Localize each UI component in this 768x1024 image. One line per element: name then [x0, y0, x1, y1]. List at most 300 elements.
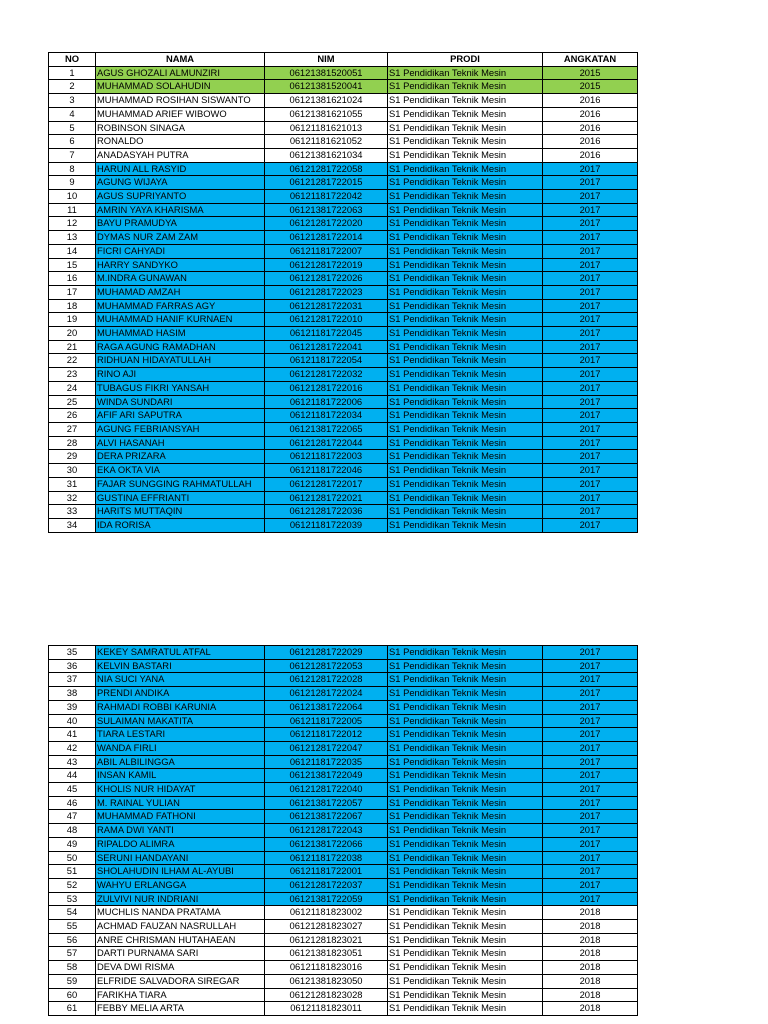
- cell-prodi: S1 Pendidikan Teknik Mesin: [388, 422, 543, 436]
- table-row: [49, 395, 638, 409]
- cell-prodi: S1 Pendidikan Teknik Mesin: [388, 659, 543, 673]
- cell-no: 30: [49, 464, 96, 478]
- cell-no: 34: [49, 518, 96, 532]
- cell-angkatan: 2017: [543, 491, 638, 505]
- cell-nim: 06121281722014: [265, 231, 388, 245]
- cell-nama: KELVIN BASTARI: [96, 659, 265, 673]
- cell-prodi: S1 Pendidikan Teknik Mesin: [388, 409, 543, 423]
- cell-angkatan: 2017: [543, 728, 638, 742]
- cell-nama: MUHAMMAD FARRAS AGY: [96, 299, 265, 313]
- cell-no: 33: [49, 505, 96, 519]
- cell-angkatan: 2018: [543, 947, 638, 961]
- table-row: [49, 176, 638, 190]
- cell-nama: RIPALDO ALIMRA: [96, 837, 265, 851]
- cell-prodi: S1 Pendidikan Teknik Mesin: [388, 769, 543, 783]
- cell-nim: 06121181722039: [265, 518, 388, 532]
- cell-nim: 06121281722016: [265, 381, 388, 395]
- table-row: [49, 505, 638, 519]
- table-row: [49, 422, 638, 436]
- cell-prodi: S1 Pendidikan Teknik Mesin: [388, 217, 543, 231]
- cell-prodi: S1 Pendidikan Teknik Mesin: [388, 66, 543, 80]
- table-row: [49, 162, 638, 176]
- cell-nama: MUCHLIS NANDA PRATAMA: [96, 906, 265, 920]
- cell-nim: 06121281722017: [265, 477, 388, 491]
- cell-nim: 06121281722032: [265, 368, 388, 382]
- cell-angkatan: 2018: [543, 961, 638, 975]
- cell-angkatan: 2017: [543, 518, 638, 532]
- cell-nim: 06121281722020: [265, 217, 388, 231]
- cell-nim: 06121281722019: [265, 258, 388, 272]
- cell-nim: 06121281722058: [265, 162, 388, 176]
- cell-nama: AGUS GHOZALI ALMUNZIRI: [96, 66, 265, 80]
- student-table-top: [48, 52, 638, 533]
- cell-prodi: S1 Pendidikan Teknik Mesin: [388, 135, 543, 149]
- cell-nim: 06121281722028: [265, 673, 388, 687]
- cell-prodi: S1 Pendidikan Teknik Mesin: [388, 728, 543, 742]
- cell-prodi: S1 Pendidikan Teknik Mesin: [388, 700, 543, 714]
- table-row: [49, 368, 638, 382]
- cell-no: 41: [49, 728, 96, 742]
- cell-angkatan: 2017: [543, 285, 638, 299]
- cell-prodi: S1 Pendidikan Teknik Mesin: [388, 381, 543, 395]
- cell-angkatan: 2017: [543, 190, 638, 204]
- cell-nim: 06121381520041: [265, 80, 388, 94]
- cell-angkatan: 2017: [543, 505, 638, 519]
- table-row: [49, 340, 638, 354]
- cell-no: 57: [49, 947, 96, 961]
- cell-nim: 06121381722064: [265, 700, 388, 714]
- cell-angkatan: 2017: [543, 796, 638, 810]
- cell-angkatan: 2018: [543, 974, 638, 988]
- cell-prodi: S1 Pendidikan Teknik Mesin: [388, 687, 543, 701]
- cell-angkatan: 2017: [543, 464, 638, 478]
- cell-no: 36: [49, 659, 96, 673]
- student-table-bottom: [48, 645, 638, 1016]
- cell-angkatan: 2017: [543, 865, 638, 879]
- cell-angkatan: 2017: [543, 244, 638, 258]
- cell-prodi: S1 Pendidikan Teknik Mesin: [388, 258, 543, 272]
- cell-prodi: S1 Pendidikan Teknik Mesin: [388, 824, 543, 838]
- cell-nama: DYMAS NUR ZAM ZAM: [96, 231, 265, 245]
- table-row: [49, 80, 638, 94]
- cell-angkatan: 2017: [543, 755, 638, 769]
- cell-no: 29: [49, 450, 96, 464]
- table-row: [49, 824, 638, 838]
- cell-nim: 06121281823027: [265, 920, 388, 934]
- table-row: [49, 203, 638, 217]
- cell-nim: 06121181621013: [265, 121, 388, 135]
- cell-angkatan: 2018: [543, 988, 638, 1002]
- cell-nama: AGUNG WIJAYA: [96, 176, 265, 190]
- cell-nama: AGUS SUPRIYANTO: [96, 190, 265, 204]
- cell-nama: ACHMAD FAUZAN NASRULLAH: [96, 920, 265, 934]
- table-row: [49, 687, 638, 701]
- cell-no: 55: [49, 920, 96, 934]
- cell-nim: 06121181722005: [265, 714, 388, 728]
- cell-nim: 06121281722037: [265, 878, 388, 892]
- cell-no: 58: [49, 961, 96, 975]
- cell-prodi: S1 Pendidikan Teknik Mesin: [388, 810, 543, 824]
- cell-prodi: S1 Pendidikan Teknik Mesin: [388, 920, 543, 934]
- cell-nim: 06121381722063: [265, 203, 388, 217]
- cell-prodi: S1 Pendidikan Teknik Mesin: [388, 354, 543, 368]
- cell-nim: 06121281722015: [265, 176, 388, 190]
- table-body-top: [49, 66, 638, 532]
- cell-nama: WINDA SUNDARI: [96, 395, 265, 409]
- cell-angkatan: 2016: [543, 107, 638, 121]
- cell-angkatan: 2017: [543, 878, 638, 892]
- cell-nama: RAMA DWI YANTI: [96, 824, 265, 838]
- cell-angkatan: 2017: [543, 783, 638, 797]
- header-nim: NIM: [265, 53, 388, 67]
- table-row: [49, 1002, 638, 1016]
- cell-prodi: S1 Pendidikan Teknik Mesin: [388, 244, 543, 258]
- cell-no: 42: [49, 741, 96, 755]
- cell-no: 48: [49, 824, 96, 838]
- cell-nim: 06121181823002: [265, 906, 388, 920]
- table-row: [49, 933, 638, 947]
- cell-angkatan: 2017: [543, 272, 638, 286]
- cell-angkatan: 2017: [543, 741, 638, 755]
- table-row: [49, 354, 638, 368]
- page-cutoff: [0, 1018, 768, 1024]
- cell-prodi: S1 Pendidikan Teknik Mesin: [388, 755, 543, 769]
- cell-nim: 06121281722043: [265, 824, 388, 838]
- cell-angkatan: 2016: [543, 121, 638, 135]
- cell-angkatan: 2017: [543, 673, 638, 687]
- cell-prodi: S1 Pendidikan Teknik Mesin: [388, 961, 543, 975]
- cell-nama: SULAIMAN MAKATITA: [96, 714, 265, 728]
- table-row: [49, 878, 638, 892]
- table-row: [49, 450, 638, 464]
- cell-nama: FARIKHA TIARA: [96, 988, 265, 1002]
- cell-no: 13: [49, 231, 96, 245]
- cell-no: 27: [49, 422, 96, 436]
- table-row: [49, 988, 638, 1002]
- cell-nim: 06121281722053: [265, 659, 388, 673]
- cell-angkatan: 2017: [543, 700, 638, 714]
- cell-nama: GUSTINA EFFRIANTI: [96, 491, 265, 505]
- cell-angkatan: 2017: [543, 687, 638, 701]
- cell-angkatan: 2017: [543, 659, 638, 673]
- cell-nama: MUHAMMAD SOLAHUDIN: [96, 80, 265, 94]
- cell-nama: RONALDO: [96, 135, 265, 149]
- table-row: [49, 135, 638, 149]
- cell-prodi: S1 Pendidikan Teknik Mesin: [388, 947, 543, 961]
- cell-nama: HARUN ALL RASYID: [96, 162, 265, 176]
- table-row: [49, 313, 638, 327]
- cell-nim: 06121181823011: [265, 1002, 388, 1016]
- cell-nama: KHOLIS NUR HIDAYAT: [96, 783, 265, 797]
- cell-nim: 06121181722042: [265, 190, 388, 204]
- cell-nama: KEKEY SAMRATUL ATFAL: [96, 646, 265, 660]
- table-row: [49, 518, 638, 532]
- table-row: [49, 107, 638, 121]
- cell-nim: 06121381520051: [265, 66, 388, 80]
- cell-prodi: S1 Pendidikan Teknik Mesin: [388, 121, 543, 135]
- cell-nama: ROBINSON SINAGA: [96, 121, 265, 135]
- cell-angkatan: 2016: [543, 135, 638, 149]
- cell-nama: DERA PRIZARA: [96, 450, 265, 464]
- cell-no: 10: [49, 190, 96, 204]
- cell-prodi: S1 Pendidikan Teknik Mesin: [388, 313, 543, 327]
- table-row: [49, 796, 638, 810]
- cell-no: 3: [49, 94, 96, 108]
- cell-nama: AFIF ARI SAPUTRA: [96, 409, 265, 423]
- cell-nama: WANDA FIRLI: [96, 741, 265, 755]
- header-angkatan: ANGKATAN: [543, 53, 638, 67]
- cell-no: 38: [49, 687, 96, 701]
- cell-nim: 06121181722006: [265, 395, 388, 409]
- cell-angkatan: 2017: [543, 162, 638, 176]
- table-row: [49, 190, 638, 204]
- cell-nim: 06121281722010: [265, 313, 388, 327]
- cell-nim: 06121181722035: [265, 755, 388, 769]
- cell-prodi: S1 Pendidikan Teknik Mesin: [388, 94, 543, 108]
- cell-no: 6: [49, 135, 96, 149]
- cell-nama: SERUNI HANDAYANI: [96, 851, 265, 865]
- cell-no: 46: [49, 796, 96, 810]
- cell-nim: 06121181722054: [265, 354, 388, 368]
- cell-nim: 06121281722024: [265, 687, 388, 701]
- cell-nim: 06121281722047: [265, 741, 388, 755]
- table-row: [49, 217, 638, 231]
- cell-nim: 06121281722021: [265, 491, 388, 505]
- cell-no: 59: [49, 974, 96, 988]
- table-row: [49, 961, 638, 975]
- cell-prodi: S1 Pendidikan Teknik Mesin: [388, 974, 543, 988]
- table-row: [49, 700, 638, 714]
- cell-prodi: S1 Pendidikan Teknik Mesin: [388, 107, 543, 121]
- cell-no: 25: [49, 395, 96, 409]
- table-row: [49, 728, 638, 742]
- cell-nama: DARTI PURNAMA SARI: [96, 947, 265, 961]
- cell-angkatan: 2017: [543, 313, 638, 327]
- cell-angkatan: 2017: [543, 381, 638, 395]
- cell-angkatan: 2017: [543, 436, 638, 450]
- cell-nim: 06121381722067: [265, 810, 388, 824]
- cell-prodi: S1 Pendidikan Teknik Mesin: [388, 491, 543, 505]
- cell-no: 35: [49, 646, 96, 660]
- cell-nama: RAGA AGUNG RAMADHAN: [96, 340, 265, 354]
- cell-nim: 06121281722041: [265, 340, 388, 354]
- table-row: [49, 285, 638, 299]
- table-row: [49, 714, 638, 728]
- cell-no: 40: [49, 714, 96, 728]
- cell-nim: 06121381722059: [265, 892, 388, 906]
- cell-nama: SHOLAHUDIN ILHAM AL-AYUBI: [96, 865, 265, 879]
- table-row: [49, 741, 638, 755]
- table-row: [49, 148, 638, 162]
- cell-nim: 06121181722012: [265, 728, 388, 742]
- cell-prodi: S1 Pendidikan Teknik Mesin: [388, 176, 543, 190]
- cell-nim: 06121181722034: [265, 409, 388, 423]
- table-row: [49, 244, 638, 258]
- table-row: [49, 66, 638, 80]
- cell-nama: MUHAMAD AMZAH: [96, 285, 265, 299]
- table-row: [49, 769, 638, 783]
- cell-angkatan: 2017: [543, 231, 638, 245]
- cell-nama: MUHAMMAD ROSIHAN SISWANTO: [96, 94, 265, 108]
- cell-nim: 06121381722057: [265, 796, 388, 810]
- cell-nim: 06121181823016: [265, 961, 388, 975]
- cell-prodi: S1 Pendidikan Teknik Mesin: [388, 395, 543, 409]
- cell-no: 54: [49, 906, 96, 920]
- header-row: [49, 53, 638, 67]
- cell-prodi: S1 Pendidikan Teknik Mesin: [388, 162, 543, 176]
- cell-nama: WAHYU ERLANGGA: [96, 878, 265, 892]
- cell-angkatan: 2017: [543, 327, 638, 341]
- table-row: [49, 947, 638, 961]
- cell-angkatan: 2017: [543, 851, 638, 865]
- cell-no: 4: [49, 107, 96, 121]
- cell-no: 37: [49, 673, 96, 687]
- cell-nama: MUHAMMAD FATHONI: [96, 810, 265, 824]
- table-row: [49, 892, 638, 906]
- cell-nim: 06121281722029: [265, 646, 388, 660]
- table-row: [49, 906, 638, 920]
- cell-angkatan: 2018: [543, 1002, 638, 1016]
- cell-angkatan: 2016: [543, 94, 638, 108]
- cell-angkatan: 2018: [543, 933, 638, 947]
- table-row: [49, 477, 638, 491]
- cell-nama: ANADASYAH PUTRA: [96, 148, 265, 162]
- table-row: [49, 851, 638, 865]
- cell-angkatan: 2017: [543, 422, 638, 436]
- cell-no: 44: [49, 769, 96, 783]
- cell-nama: MUHAMMAD ARIEF WIBOWO: [96, 107, 265, 121]
- cell-prodi: S1 Pendidikan Teknik Mesin: [388, 851, 543, 865]
- cell-prodi: S1 Pendidikan Teknik Mesin: [388, 272, 543, 286]
- cell-angkatan: 2017: [543, 450, 638, 464]
- cell-nama: IDA RORISA: [96, 518, 265, 532]
- table-row: [49, 865, 638, 879]
- cell-nama: ALVI HASANAH: [96, 436, 265, 450]
- cell-angkatan: 2017: [543, 340, 638, 354]
- cell-no: 61: [49, 1002, 96, 1016]
- cell-no: 11: [49, 203, 96, 217]
- cell-no: 53: [49, 892, 96, 906]
- cell-angkatan: 2017: [543, 810, 638, 824]
- cell-no: 23: [49, 368, 96, 382]
- cell-no: 20: [49, 327, 96, 341]
- cell-angkatan: 2018: [543, 920, 638, 934]
- cell-no: 14: [49, 244, 96, 258]
- cell-angkatan: 2017: [543, 395, 638, 409]
- cell-nama: TIARA LESTARI: [96, 728, 265, 742]
- cell-nim: 06121381722049: [265, 769, 388, 783]
- cell-prodi: S1 Pendidikan Teknik Mesin: [388, 464, 543, 478]
- cell-nim: 06121381823050: [265, 974, 388, 988]
- table-row: [49, 810, 638, 824]
- cell-no: 19: [49, 313, 96, 327]
- cell-nim: 06121281823021: [265, 933, 388, 947]
- cell-nama: HARITS MUTTAQIN: [96, 505, 265, 519]
- cell-prodi: S1 Pendidikan Teknik Mesin: [388, 865, 543, 879]
- cell-nim: 06121381621024: [265, 94, 388, 108]
- cell-nama: EKA OKTA VIA: [96, 464, 265, 478]
- table-row: [49, 299, 638, 313]
- table-row: [49, 464, 638, 478]
- table-body-bottom: [49, 646, 638, 1016]
- cell-nama: M.INDRA GUNAWAN: [96, 272, 265, 286]
- cell-no: 15: [49, 258, 96, 272]
- cell-prodi: S1 Pendidikan Teknik Mesin: [388, 673, 543, 687]
- cell-nama: AGUNG FEBRIANSYAH: [96, 422, 265, 436]
- cell-prodi: S1 Pendidikan Teknik Mesin: [388, 518, 543, 532]
- cell-no: 16: [49, 272, 96, 286]
- cell-nim: 06121281722040: [265, 783, 388, 797]
- cell-nim: 06121181621052: [265, 135, 388, 149]
- cell-no: 45: [49, 783, 96, 797]
- cell-prodi: S1 Pendidikan Teknik Mesin: [388, 837, 543, 851]
- cell-angkatan: 2015: [543, 80, 638, 94]
- cell-nama: ZULVIVI NUR INDRIANI: [96, 892, 265, 906]
- cell-no: 24: [49, 381, 96, 395]
- cell-angkatan: 2017: [543, 176, 638, 190]
- cell-no: 9: [49, 176, 96, 190]
- cell-prodi: S1 Pendidikan Teknik Mesin: [388, 906, 543, 920]
- cell-no: 50: [49, 851, 96, 865]
- cell-nama: TUBAGUS FIKRI YANSAH: [96, 381, 265, 395]
- table-row: [49, 673, 638, 687]
- table-row: [49, 231, 638, 245]
- cell-nim: 06121281722023: [265, 285, 388, 299]
- cell-prodi: S1 Pendidikan Teknik Mesin: [388, 1002, 543, 1016]
- table-row: [49, 121, 638, 135]
- table-row: [49, 272, 638, 286]
- cell-nama: HARRY SANDYKO: [96, 258, 265, 272]
- table-row: [49, 94, 638, 108]
- cell-prodi: S1 Pendidikan Teknik Mesin: [388, 148, 543, 162]
- header-no: NO: [49, 53, 96, 67]
- cell-angkatan: 2017: [543, 824, 638, 838]
- cell-nama: FEBBY MELIA ARTA: [96, 1002, 265, 1016]
- cell-prodi: S1 Pendidikan Teknik Mesin: [388, 741, 543, 755]
- cell-angkatan: 2018: [543, 906, 638, 920]
- cell-nama: FICRI CAHYADI: [96, 244, 265, 258]
- cell-angkatan: 2017: [543, 892, 638, 906]
- cell-nama: NIA SUCI YANA: [96, 673, 265, 687]
- cell-angkatan: 2017: [543, 258, 638, 272]
- cell-angkatan: 2017: [543, 299, 638, 313]
- cell-nama: RIDHUAN HIDAYATULLAH: [96, 354, 265, 368]
- cell-no: 5: [49, 121, 96, 135]
- cell-no: 31: [49, 477, 96, 491]
- cell-no: 51: [49, 865, 96, 879]
- cell-nama: PRENDI ANDIKA: [96, 687, 265, 701]
- cell-no: 39: [49, 700, 96, 714]
- cell-angkatan: 2017: [543, 477, 638, 491]
- cell-prodi: S1 Pendidikan Teknik Mesin: [388, 231, 543, 245]
- cell-nama: MUHAMMAD HANIF KURNAEN: [96, 313, 265, 327]
- cell-prodi: S1 Pendidikan Teknik Mesin: [388, 80, 543, 94]
- table-row: [49, 783, 638, 797]
- cell-nama: BAYU PRAMUDYA: [96, 217, 265, 231]
- cell-angkatan: 2017: [543, 217, 638, 231]
- table-row: [49, 646, 638, 660]
- cell-prodi: S1 Pendidikan Teknik Mesin: [388, 450, 543, 464]
- cell-no: 26: [49, 409, 96, 423]
- cell-nim: 06121181722046: [265, 464, 388, 478]
- cell-no: 22: [49, 354, 96, 368]
- table-row: [49, 258, 638, 272]
- cell-no: 56: [49, 933, 96, 947]
- table-row: [49, 837, 638, 851]
- cell-no: 32: [49, 491, 96, 505]
- cell-nama: ELFRIDE SALVADORA SIREGAR: [96, 974, 265, 988]
- cell-nim: 06121381722066: [265, 837, 388, 851]
